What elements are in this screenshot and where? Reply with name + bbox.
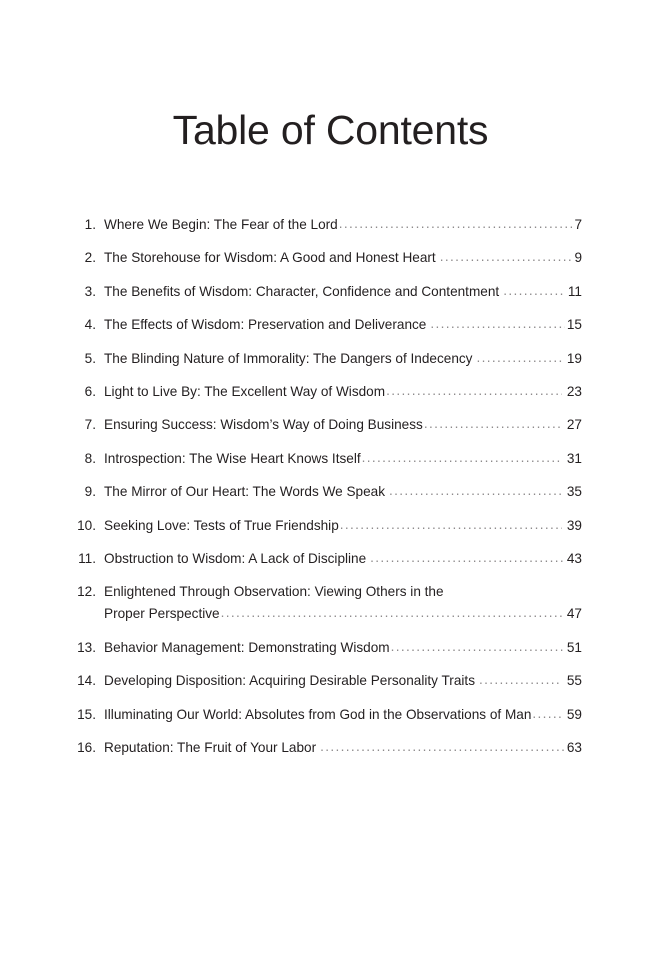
toc-entry-page: 35 <box>566 484 582 500</box>
dot-leader <box>221 602 562 624</box>
toc-entry-number: 14. <box>77 673 96 689</box>
toc-entry-number: 6. <box>84 384 96 400</box>
toc-entry-number: 3. <box>84 283 96 299</box>
toc-entry-number: 9. <box>84 484 96 500</box>
toc-entry-body <box>96 448 582 470</box>
dot-leader <box>430 313 565 335</box>
toc-entry-page: 7 <box>574 217 582 232</box>
toc-entry-page: 51 <box>566 639 582 655</box>
toc-entry-body <box>96 704 582 726</box>
toc-entry-body <box>96 214 582 236</box>
page-title: Table of Contents <box>172 107 489 153</box>
toc-entry-title[interactable]: The Effects of Wisdom: Preservation and Deliverance <box>104 317 427 333</box>
dot-leader <box>532 703 561 725</box>
toc-entry-body <box>96 670 582 692</box>
toc-entry-body <box>96 581 582 625</box>
toc-entry-body <box>96 515 582 537</box>
toc-entry-title[interactable]: Reputation: The Fruit of Your Labor <box>104 740 317 756</box>
toc-entry-body <box>96 314 582 336</box>
toc-entry[interactable] <box>70 414 582 436</box>
toc-entry[interactable] <box>70 704 582 726</box>
toc-entry-number: 13. <box>77 639 96 655</box>
toc-entry-title-line1[interactable]: Enlightened Through Observation: Viewing Others in the <box>104 584 444 600</box>
toc-entry-number: 1. <box>84 217 96 232</box>
dot-leader <box>391 636 565 658</box>
toc-entry-body <box>96 548 582 570</box>
dot-leader <box>479 669 562 691</box>
toc-entry[interactable] <box>70 581 582 625</box>
toc-entry[interactable] <box>70 247 582 269</box>
toc-entry-title[interactable]: The Benefits of Wisdom: Character, Confidence and Contentment <box>104 283 500 299</box>
toc-entry-number: 10. <box>77 517 96 533</box>
toc-entry-title[interactable]: Where We Begin: The Fear of the Lord <box>104 217 338 232</box>
toc-entry-body <box>96 381 582 403</box>
toc-entry-title[interactable]: The Storehouse for Wisdom: A Good and Honest Heart <box>104 250 436 266</box>
toc-entry-title[interactable]: Seeking Love: Tests of True Friendship <box>104 517 339 533</box>
dot-leader <box>320 736 565 758</box>
toc-entry-page: 31 <box>566 450 582 466</box>
toc-entry-page: 15 <box>566 317 582 333</box>
toc-entry-page: 27 <box>566 417 582 433</box>
toc-entry-list <box>70 214 582 771</box>
toc-entry-body <box>96 414 582 436</box>
toc-entry-body <box>96 637 582 659</box>
toc-entry-number: 7. <box>84 417 96 433</box>
toc-entry-title-line2[interactable]: Proper Perspective <box>104 606 220 622</box>
dot-leader <box>476 347 561 369</box>
toc-entry-page: 43 <box>566 551 582 567</box>
dot-leader <box>503 280 566 302</box>
toc-entry-body <box>96 737 582 759</box>
toc-entry-number: 5. <box>84 350 96 366</box>
toc-entry[interactable] <box>70 481 582 503</box>
toc-entry-body <box>96 481 582 503</box>
dot-leader <box>424 413 562 435</box>
toc-entry[interactable] <box>70 214 582 236</box>
dot-leader <box>440 246 573 268</box>
toc-entry-title[interactable]: The Blinding Nature of Immorality: The Dangers of Indecency <box>104 350 473 366</box>
toc-entry-body <box>96 247 582 269</box>
toc-entry[interactable] <box>70 348 582 370</box>
toc-entry-title[interactable]: Ensuring Success: Wisdom’s Way of Doing Business <box>104 417 423 433</box>
toc-entry-title[interactable]: Light to Live By: The Excellent Way of Wisdom <box>104 384 386 400</box>
toc-entry-number: 12. <box>77 584 96 600</box>
toc-entry-title[interactable]: Introspection: The Wise Heart Knows Itself <box>104 450 361 466</box>
dot-leader <box>389 480 562 502</box>
toc-entry-title[interactable]: Obstruction to Wisdom: A Lack of Discipline <box>104 551 367 567</box>
toc-entry[interactable] <box>70 548 582 570</box>
dot-leader <box>362 447 562 469</box>
toc-entry-page: 63 <box>566 740 582 756</box>
toc-entry-page: 55 <box>566 673 582 689</box>
toc-entry-number: 11. <box>78 551 96 567</box>
toc-entry-number: 2. <box>84 250 96 266</box>
toc-entry-page: 47 <box>566 606 582 622</box>
dot-leader <box>386 380 562 402</box>
dot-leader <box>340 514 562 536</box>
toc-entry[interactable] <box>70 281 582 303</box>
dot-leader <box>370 547 565 569</box>
toc-entry-page: 39 <box>566 517 582 533</box>
toc-entry[interactable] <box>70 381 582 403</box>
toc-entry-page: 59 <box>566 706 582 722</box>
toc-entry[interactable] <box>70 448 582 470</box>
toc-entry-page: 23 <box>566 384 582 400</box>
toc-entry-body <box>96 281 582 303</box>
toc-entry[interactable] <box>70 515 582 537</box>
toc-entry-title[interactable]: Developing Disposition: Acquiring Desirable Personality Traits <box>104 673 475 689</box>
toc-entry-title[interactable]: The Mirror of Our Heart: The Words We Speak <box>104 484 386 500</box>
toc-entry-page: 9 <box>574 250 582 266</box>
toc-entry-body <box>96 348 582 370</box>
toc-entry-number: 4. <box>84 317 96 333</box>
toc-entry[interactable] <box>70 314 582 336</box>
dot-leader <box>339 213 573 235</box>
toc-entry-page: 19 <box>566 350 582 366</box>
toc-entry[interactable] <box>70 637 582 659</box>
toc-entry-number: 16. <box>77 740 96 756</box>
toc-entry-title[interactable]: Illuminating Our World: Absolutes from God in the Observations of Man <box>104 706 532 722</box>
toc-entry-number: 8. <box>84 450 96 466</box>
toc-entry-title[interactable]: Behavior Management: Demonstrating Wisdom <box>104 639 390 655</box>
toc-entry[interactable] <box>70 737 582 759</box>
toc-entry[interactable] <box>70 670 582 692</box>
toc-entry-page: 11 <box>567 283 582 299</box>
toc-entry-number: 15. <box>77 706 96 722</box>
